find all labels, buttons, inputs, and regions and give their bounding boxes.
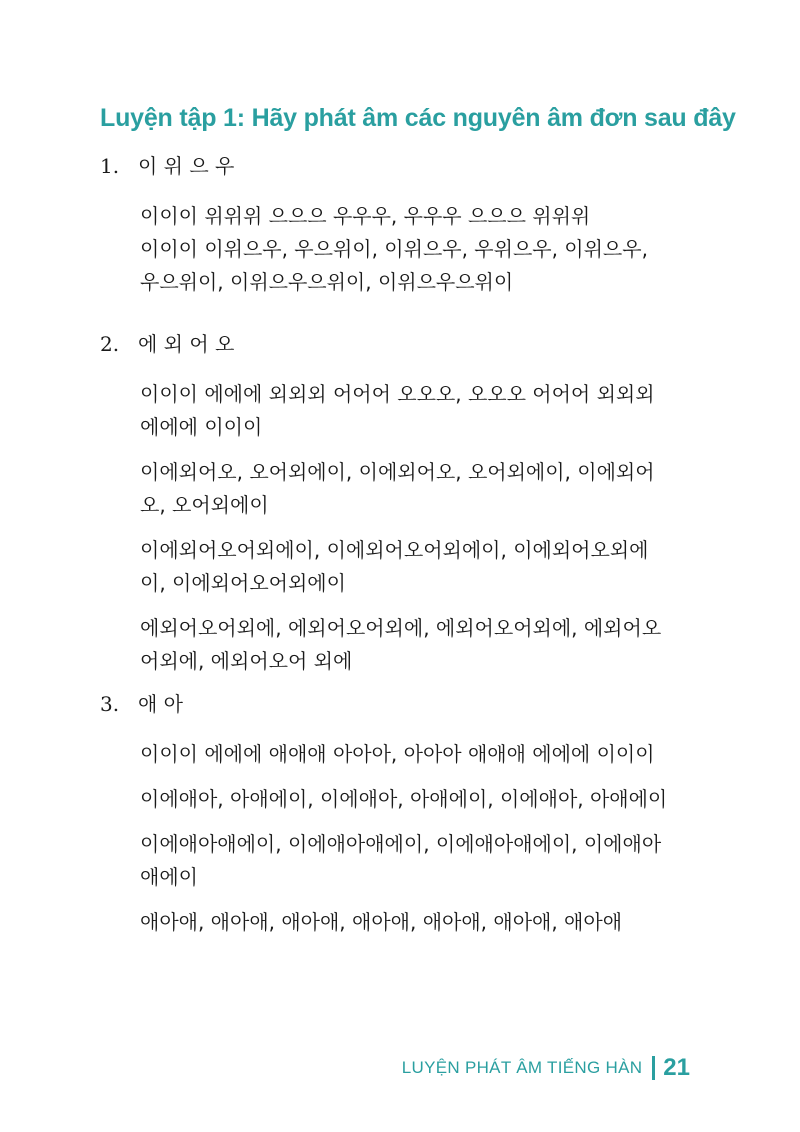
practice-line: 이이이 에에에 외외외 어어어 오오오, 오오오 어어어 외외외: [140, 382, 655, 406]
practice-line: 에외어오어외에, 에외어오어외에, 에외어오어외에, 에외어오: [140, 616, 662, 640]
page-footer: [402, 1054, 690, 1082]
practice-paragraph: [140, 456, 720, 522]
exercise-title: Luyện tập 1: Hãy phát âm các nguyên âm đơn sau đây: [100, 104, 736, 132]
practice-line: 이에애아, 아애에이, 이에애아, 아애에이, 이에애아, 아애에이: [140, 787, 668, 811]
section-lines: [140, 738, 720, 939]
practice-paragraph: [140, 783, 720, 816]
section-number: 1.: [100, 154, 120, 178]
section-heading: [100, 150, 720, 182]
page-number: 21: [663, 1054, 690, 1081]
practice-line: 오, 오어외에이: [140, 493, 269, 517]
section-vowels: 에 외 어 오: [138, 332, 235, 356]
practice-line: 애아애, 애아애, 애아애, 애아애, 애아애, 애아애, 애아애: [140, 910, 623, 934]
section-3: [100, 688, 720, 951]
practice-paragraph: [140, 378, 720, 444]
practice-paragraph: [140, 612, 720, 678]
section-number: 2.: [100, 332, 120, 356]
section-1: [100, 150, 720, 311]
practice-line: 이이이 이위으우, 우으위이, 이위으우, 우위으우, 이위으우,: [140, 237, 648, 261]
footer-book-title: LUYỆN PHÁT ÂM TIẾNG HÀN: [401, 1058, 643, 1077]
practice-line: 이에외어오, 오어외에이, 이에외어오, 오어외에이, 이에외어: [140, 460, 655, 484]
footer-divider: [652, 1056, 655, 1080]
practice-line: 어외에, 에외어오어 외에: [140, 649, 353, 673]
practice-line: 이에애아애에이, 이에애아애에이, 이에애아애에이, 이에애아: [140, 832, 662, 856]
practice-line: 에에에 이이이: [140, 415, 263, 439]
practice-line: 이, 이에외어오어외에이: [140, 571, 346, 595]
section-heading: [100, 328, 720, 360]
practice-paragraph: [140, 906, 720, 939]
section-number: 3.: [100, 692, 120, 716]
practice-paragraph: [140, 534, 720, 600]
practice-line: 이이이 에에에 애애애 아아아, 아아아 애애애 에에에 이이이: [140, 742, 655, 766]
practice-line: 우으위이, 이위으우으위이, 이위으우으위이: [140, 270, 514, 294]
section-lines: [140, 378, 720, 678]
section-2: [100, 328, 720, 690]
section-lines: [140, 200, 720, 299]
section-vowels: 이 위 으 우: [138, 154, 235, 178]
practice-line: 애에이: [140, 865, 198, 889]
practice-line: 이이이 위위위 으으으 우우우, 우우우 으으으 위위위: [140, 204, 591, 228]
practice-paragraph: [140, 828, 720, 894]
section-vowels: 애 아: [138, 692, 183, 716]
section-heading: [100, 688, 720, 720]
practice-line: 이에외어오어외에이, 이에외어오어외에이, 이에외어오외에: [140, 538, 649, 562]
practice-paragraph: [140, 200, 720, 299]
practice-paragraph: [140, 738, 720, 771]
